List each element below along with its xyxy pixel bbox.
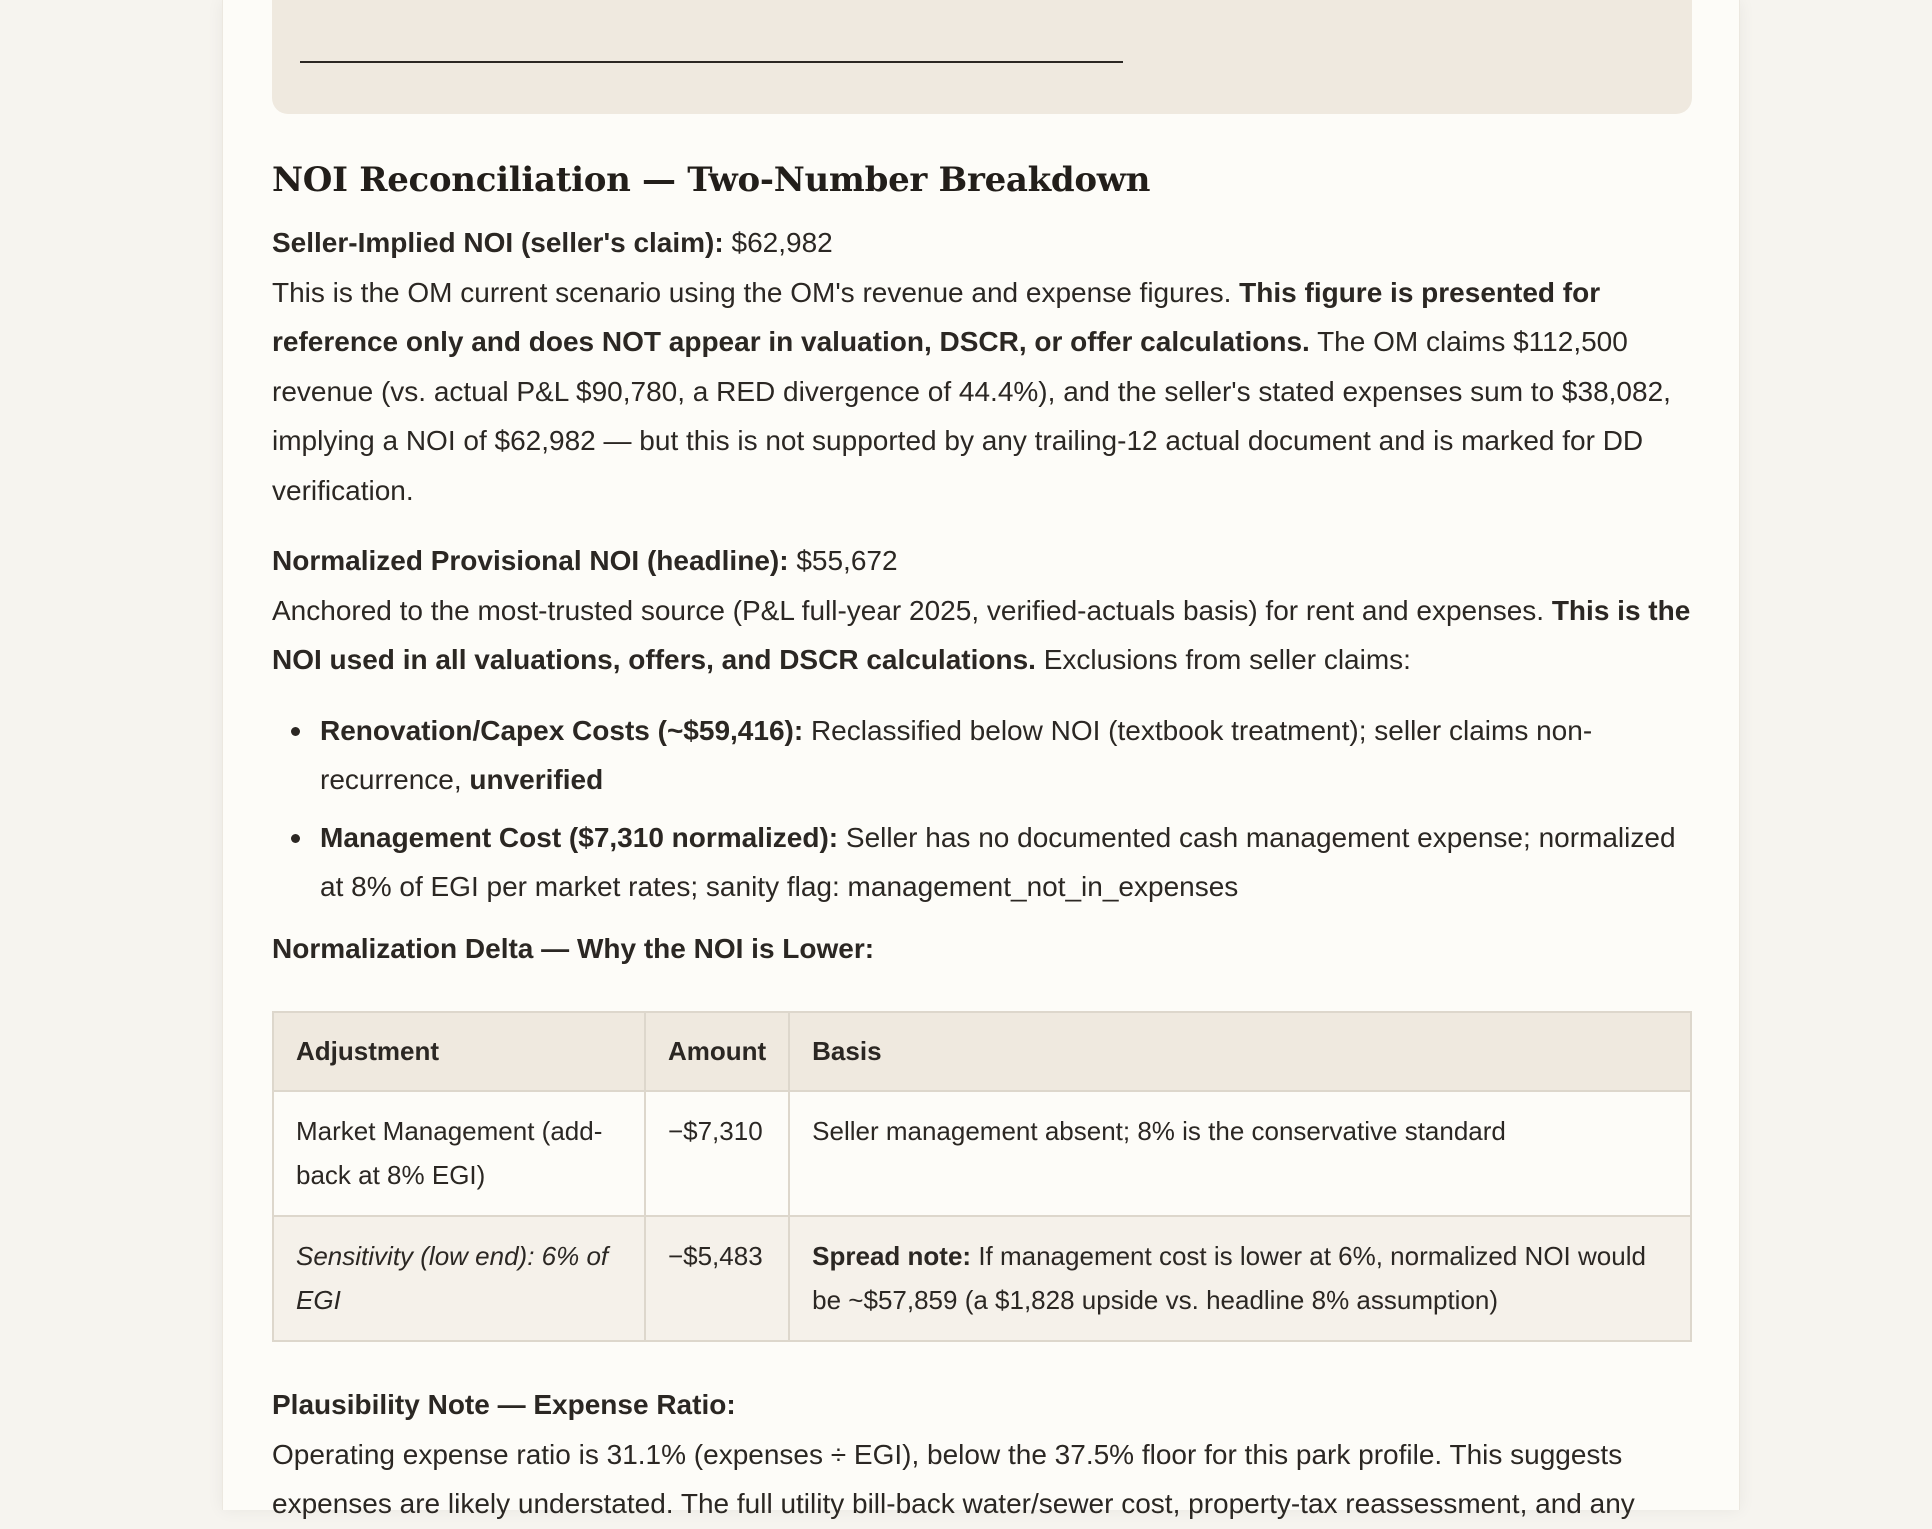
cell-amount: −$7,310 <box>645 1091 789 1216</box>
exclusion-text: Reclassified below NOI (textbook treatment); seller claims non-recurrence, <box>320 714 1593 795</box>
seller-noi-description <box>272 268 1692 516</box>
seller-noi-text-1: This is the OM current scenario using the OM's revenue and expense figures. <box>272 276 1232 308</box>
exclusion-text: Seller has no documented cash management expense; normalized at 8% of EGI per market rates; sanity flag: management_not_in_expenses <box>320 821 1676 902</box>
exclusion-bold-tail: unverified <box>469 764 604 795</box>
normalized-noi-description <box>272 586 1692 685</box>
cell-adjustment: Market Management (add-back at 8% EGI) <box>273 1091 645 1216</box>
cell-amount: −$5,483 <box>645 1216 789 1341</box>
column-header-amount: Amount <box>645 1012 789 1091</box>
column-header-adjustment: Adjustment <box>273 1012 645 1091</box>
seller-noi-line <box>272 218 1692 268</box>
normalized-noi-label: Normalized Provisional NOI (headline): <box>272 545 789 576</box>
spread-note-text: If management cost is lower at 6%, normalized NOI would be ~$57,859 (a $1,828 upside vs. headline 8% assumption) <box>812 1241 1646 1315</box>
delta-heading: Normalization Delta — Why the NOI is Lower: <box>272 932 875 964</box>
list-item <box>320 706 1692 805</box>
cell-basis <box>789 1216 1691 1341</box>
exclusions-list <box>272 706 1692 912</box>
table-row <box>273 1091 1691 1216</box>
top-panel <box>272 0 1692 114</box>
plausibility-text: Operating expense ratio is 31.1% (expenses ÷ EGI), below the 37.5% floor for this park profile. This suggests expenses are likely understated. The full utility bill-back water/sewer cost, property-tax reassessment, and any <box>272 1438 1635 1519</box>
seller-noi-bold-note: This figure is presented for reference only and does NOT appear in valuation, DSCR, or offer calculations. <box>272 276 1601 357</box>
column-header-basis: Basis <box>789 1012 1691 1091</box>
normalized-noi-text-1: Anchored to the most-trusted source (P&L full-year 2025, verified-actuals basis) for rent and expenses. <box>272 594 1545 626</box>
document-content <box>272 0 1692 1529</box>
normalized-noi-value: $55,672 <box>796 545 898 576</box>
table-header-row <box>273 1012 1691 1091</box>
seller-noi-text-2: The OM claims $112,500 revenue (vs. actual P&L $90,780, a RED divergence of 44.4%), and the seller's stated expenses sum to $38,082, implying a NOI of $62,982 — but this is not supported by any trailing-12 actual document and is marked for DD verification. <box>272 326 1671 506</box>
seller-noi-value: $62,982 <box>731 227 833 258</box>
plausibility-heading: Plausibility Note — Expense Ratio: <box>272 1389 736 1420</box>
list-item <box>320 813 1692 912</box>
normalized-noi-text-2: Exclusions from seller claims: <box>1043 644 1411 675</box>
cell-adjustment: Sensitivity (low end): 6% of EGI <box>273 1216 645 1341</box>
seller-noi-label: Seller-Implied NOI (seller's claim): <box>272 227 724 258</box>
exclusion-label: Management Cost ($7,310 normalized): <box>320 821 839 853</box>
spread-note-label: Spread note: <box>812 1241 972 1271</box>
normalized-noi-bold-note: This is the NOI used in all valuations, offers, and DSCR calculations. <box>272 594 1691 675</box>
normalized-noi-line <box>272 536 1692 586</box>
exclusion-label: Renovation/Capex Costs (~$59,416): <box>320 714 804 746</box>
document-page <box>222 0 1740 1519</box>
section-title: NOI Reconciliation — Two-Number Breakdown <box>272 160 1151 200</box>
table-row <box>273 1216 1691 1341</box>
signature-line <box>300 61 1123 63</box>
normalization-delta-table <box>272 1011 1692 1342</box>
cell-basis: Seller management absent; 8% is the conservative standard <box>789 1091 1691 1216</box>
